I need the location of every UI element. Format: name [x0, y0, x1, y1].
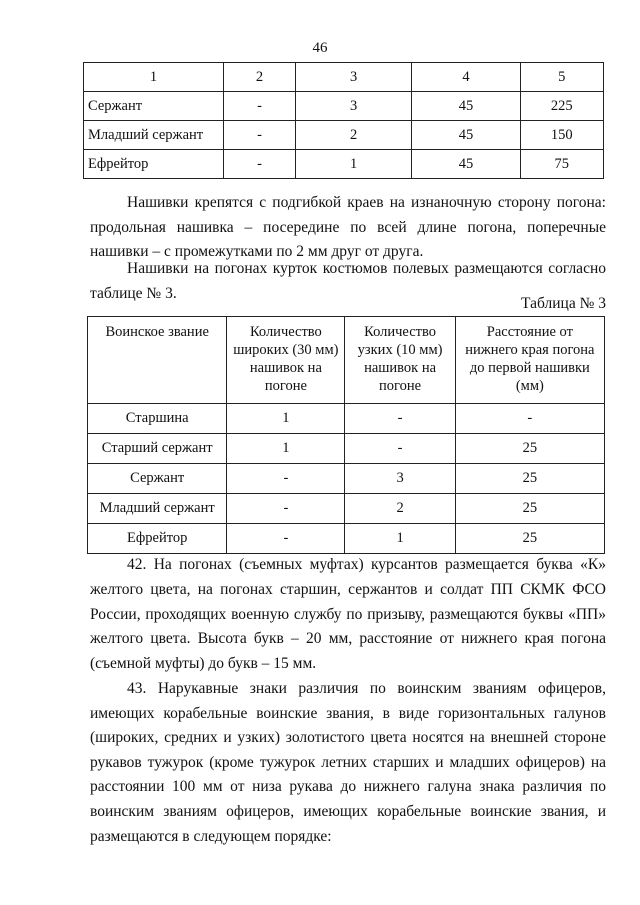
paragraph-43: 43. Нарукавные знаки различия по воинским званиям офицеров, имеющих корабельные воинские звания, в виде горизонтальных галунов (широких, средних и узких) золотистого цвета носятся на внешней стороне рукавов тужурок (кроме тужурок летних старших и младших офицеров) на расстоянии 100 мм от низа рукава до нижнего галуна знака различия по воинским званиям офицеров, имеющих корабельные воинские звания, и размещаются в следующем порядке: [90, 680, 606, 845]
column-header: 2 [224, 63, 296, 92]
rank-cell: Младший сержант [84, 121, 224, 150]
table-cell: 45 [412, 150, 520, 179]
rank-cell: Старший сержант [88, 434, 227, 464]
table-cell: 75 [520, 150, 603, 179]
table-cell: - [224, 150, 296, 179]
table-row [88, 464, 605, 494]
rank-cell: Ефрейтор [88, 524, 227, 554]
rank-cell: Сержант [88, 464, 227, 494]
table-cell: 25 [455, 524, 604, 554]
table-cell: 3 [296, 92, 412, 121]
table-cell: - [227, 524, 345, 554]
table-3 [87, 316, 605, 554]
table-row [84, 150, 604, 179]
column-header: 5 [520, 63, 603, 92]
paragraph-42: 42. На погонах (съемных муфтах) курсантов размещается буква «К» желтого цвета, на погонах старшин, сержантов и солдат ПП СКМК ФСО России, проходящих военную службу по призыву, размещаются буквы «ПП» желтого цвета. Высота букв – 20 мм, расстояние от нижнего края погона (съемной муфты) до букв – 15 мм. [90, 556, 606, 673]
column-header: Количество широких (30 мм) нашивок на погоне [227, 317, 345, 404]
column-header: 3 [296, 63, 412, 92]
rank-cell: Старшина [88, 404, 227, 434]
column-header: Воинское звание [88, 317, 227, 404]
table-cell: 25 [455, 434, 604, 464]
rank-cell: Младший сержант [88, 494, 227, 524]
table-row [84, 121, 604, 150]
table-caption: Таблица № 3 [521, 295, 606, 312]
table-cell: 150 [520, 121, 603, 150]
table-cell: 2 [296, 121, 412, 150]
table-row [88, 524, 605, 554]
table-cell: - [345, 404, 455, 434]
table-row [88, 404, 605, 434]
column-header: 1 [84, 63, 224, 92]
column-header: 4 [412, 63, 520, 92]
table-row [84, 92, 604, 121]
table-cell: 1 [345, 524, 455, 554]
table-cell: - [224, 92, 296, 121]
table-cell: 225 [520, 92, 603, 121]
table-cell: - [224, 121, 296, 150]
column-header: Количество узких (10 мм) нашивок на погоне [345, 317, 455, 404]
table-cell: 25 [455, 494, 604, 524]
table-cell: - [455, 404, 604, 434]
table-cell: 45 [412, 121, 520, 150]
paragraph-stitching: Нашивки крепятся с подгибкой краев на изнаночную сторону погона: продольная нашивка – посередине по всей длине погона, поперечные нашивки – с промежутками по 2 мм друг от друга. [90, 194, 606, 260]
rank-cell: Сержант [84, 92, 224, 121]
table-cell: 1 [227, 434, 345, 464]
table-continuation [83, 62, 604, 179]
table-cell: 1 [296, 150, 412, 179]
table-row [88, 494, 605, 524]
table-cell: - [227, 464, 345, 494]
table-cell: - [345, 434, 455, 464]
table-header-row [88, 317, 605, 404]
paragraph-field-jackets: Нашивки на погонах курток костюмов полевых размещаются согласно таблице № 3. [90, 260, 606, 302]
table-cell: - [227, 494, 345, 524]
table-row [88, 434, 605, 464]
table-cell: 3 [345, 464, 455, 494]
rank-cell: Ефрейтор [84, 150, 224, 179]
table-cell: 2 [345, 494, 455, 524]
table-header-row [84, 63, 604, 92]
page-number: 46 [312, 40, 328, 56]
table-cell: 1 [227, 404, 345, 434]
column-header: Расстояние от нижнего края погона до первой нашивки (мм) [455, 317, 604, 404]
table-cell: 25 [455, 464, 604, 494]
table-cell: 45 [412, 92, 520, 121]
